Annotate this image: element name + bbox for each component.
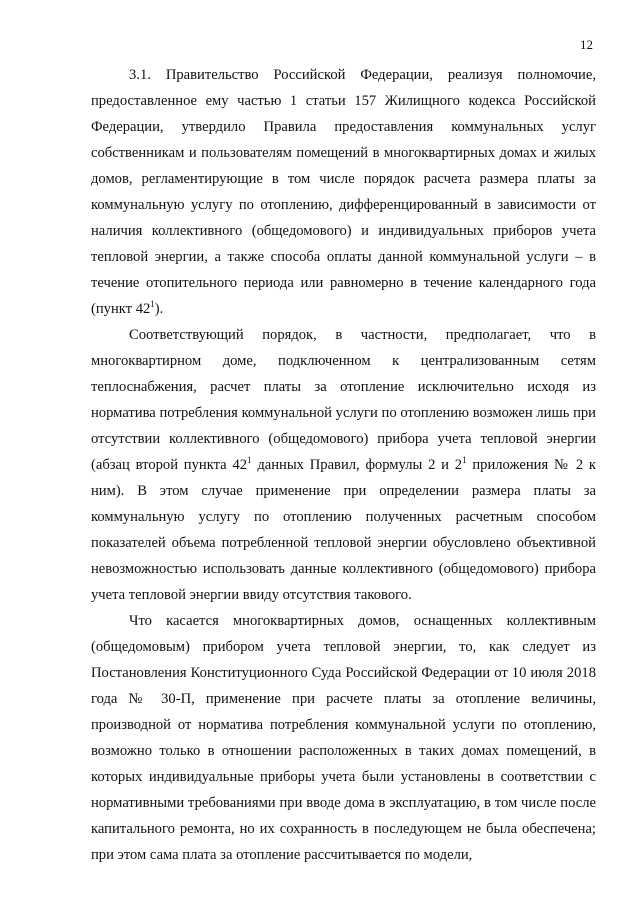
paragraph-2-text-b: данных Правил, формулы 2 и 2	[251, 457, 463, 473]
paragraph-3: Что касается многоквартирных домов, оснащенных коллективным (общедомовым) прибором учета тепловой энергии, то, как следует из Постановления Конституционного Суда Российской Федерации от 10 июля 2018 года № 30-П, применение при расчете платы за отопление величины, производной от норматива потребления коммунальной услуги по отоплению, возможно только в отношении расположенных в таких домах помещений, в которых индивидуальные приборы учета были установлены в соответствии с нормативными требованиями при вводе дома в эксплуатацию, в том числе после капитального ремонта, но их сохранность в последующем не была обеспечена; при этом сама плата за отопление рассчитывается по модели,	[91, 613, 596, 863]
document-body	[91, 62, 596, 868]
paragraph-1-text: 3.1. Правительство Российской Федерации, реализуя полномочие, предоставленное ему частью 1 статьи 157 Жилищного кодекса Российской Федерации, утвердило Правила предоставления коммунальных услуг собственникам и пользователям помещений в многоквартирных домах и жилых домов, регламентирующие в том числе порядок расчета размера платы за коммунальную услугу по отоплению, дифференцированный в зависимости от наличия коллективного (общедомового) и индивидуальных приборов учета тепловой энергии, а также способа оплаты данной коммунальной услуги – в течение отопительного периода или равномерно в течение календарного года (пункт 42	[91, 67, 596, 317]
paragraph-1	[91, 62, 596, 322]
paragraph-2-text-c: приложения № 2 к ним). В этом случае применение при определении размера платы за коммунальную услугу по отоплению полученных расчетным способом показателей объема потребленной тепловой энергии обусловлено объективной невозможностью использовать данные коллективного (общедомового) прибора учета тепловой энергии ввиду отсутствия такового.	[91, 457, 596, 603]
superscript: 1	[247, 455, 252, 466]
paragraph-2	[91, 322, 596, 608]
superscript: 1	[150, 299, 155, 310]
superscript: 1	[462, 455, 467, 466]
paragraph-1-tail: ).	[154, 301, 164, 317]
paragraph-2-text-a: Соответствующий порядок, в частности, предполагает, что в многоквартирном доме, подключенном к централизованным сетям теплоснабжения, расчет платы за отопление исключительно исходя из норматива потребления коммунальной услуги по отоплению возможен лишь при отсутствии коллективного (общедомового) прибора учета тепловой энергии (абзац второй пункта 42	[91, 327, 596, 473]
page-number: 12	[580, 37, 593, 52]
